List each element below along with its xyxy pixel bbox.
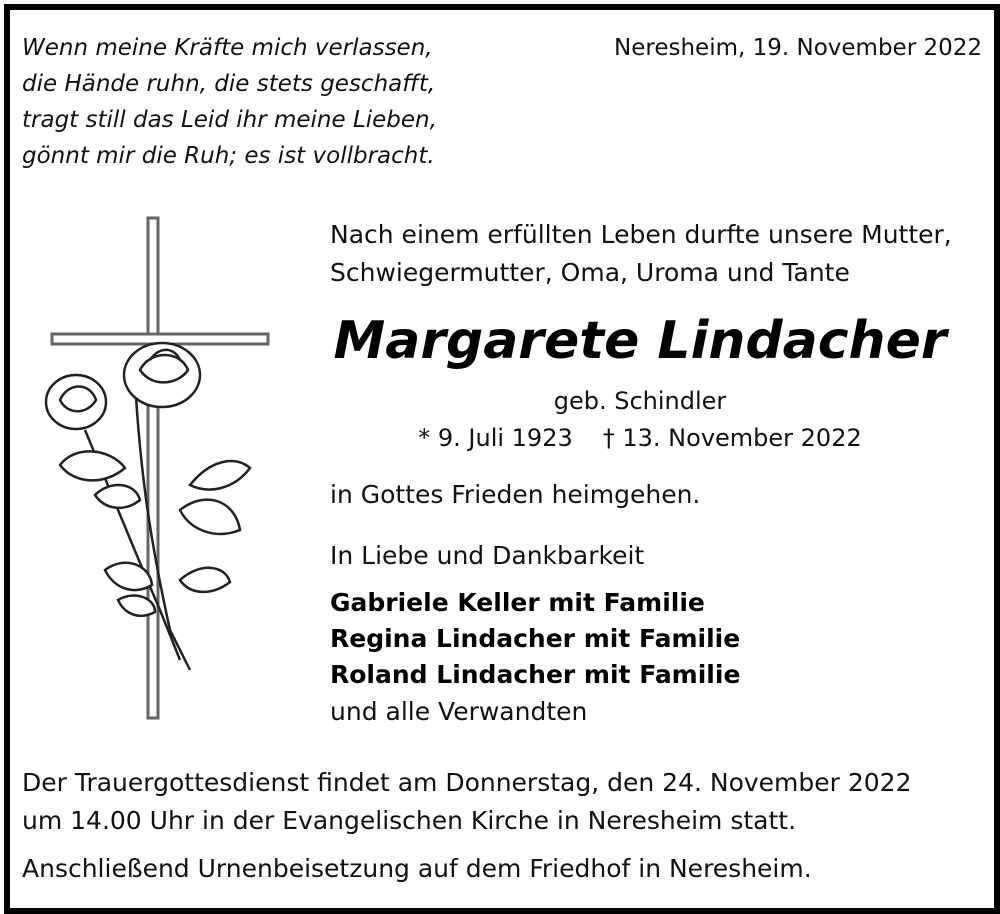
death-date: † 13. November 2022	[602, 424, 862, 452]
poem-line: die Hände ruhn, die stets geschafft,	[22, 71, 436, 97]
burial-info: Anschließend Urnenbeisetzung auf dem Friedhof in Neresheim.	[22, 854, 812, 883]
service-line: um 14.00 Uhr in der Evangelischen Kirche in Neresheim statt.	[22, 806, 797, 835]
cross-with-roses-icon	[40, 210, 280, 720]
mourners-heading: In Liebe und Dankbarkeit	[330, 541, 645, 570]
poem-line: tragt still das Leid ihr meine Lieben,	[22, 107, 437, 133]
poem	[22, 30, 437, 174]
birth-name: geb. Schindler	[553, 387, 727, 415]
mourner-family: Roland Lindacher mit Familie	[330, 660, 741, 689]
birth-date: * 9. Juli 1923	[418, 424, 573, 452]
service-line: Der Trauergottesdienst findet am Donnerstag, den 24. November 2022	[22, 768, 912, 797]
mourner-family: Regina Lindacher mit Familie	[330, 624, 741, 653]
deceased-name: Margarete Lindacher	[333, 311, 947, 371]
intro-line: Schwiegermutter, Oma, Uroma und Tante	[330, 258, 850, 287]
mourner-family: Gabriele Keller mit Familie	[330, 588, 705, 617]
poem-line: gönnt mir die Ruh; es ist vollbracht.	[22, 143, 435, 169]
place-date: Neresheim, 19. November 2022	[614, 35, 982, 61]
service-info	[22, 764, 912, 840]
intro-text	[330, 216, 952, 292]
frieden-text: in Gottes Frieden heimgehen.	[330, 480, 701, 509]
intro-line: Nach einem erfüllten Leben durfte unsere Mutter,	[330, 220, 952, 249]
life-dates	[330, 420, 950, 456]
poem-line: Wenn meine Kräfte mich verlassen,	[22, 35, 433, 61]
relatives-text: und alle Verwandten	[330, 697, 588, 726]
